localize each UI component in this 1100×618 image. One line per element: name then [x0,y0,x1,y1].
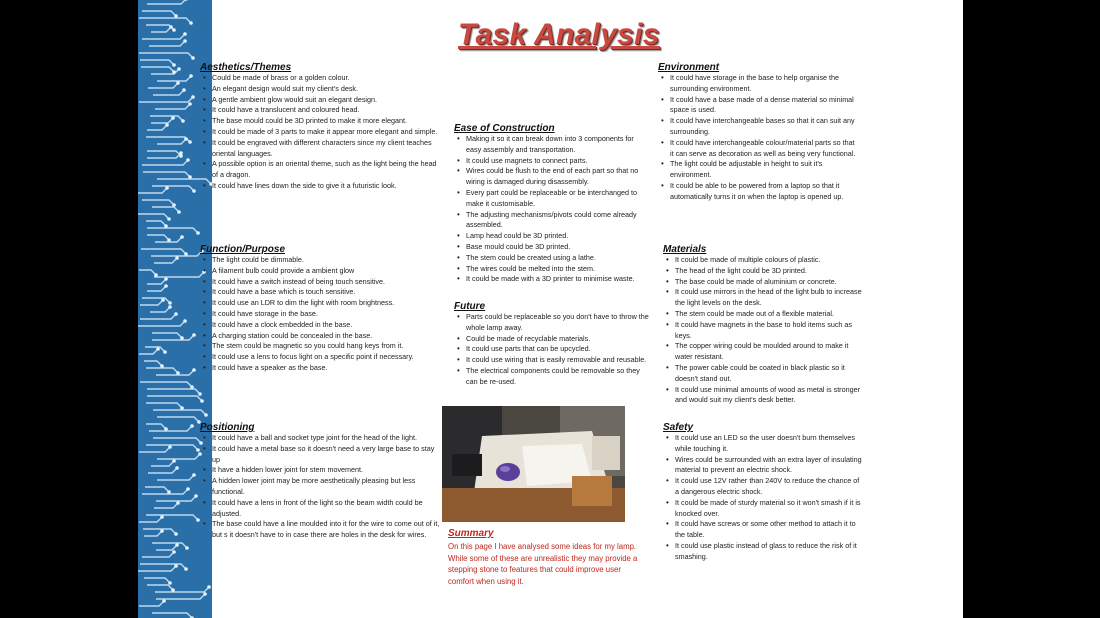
list-item: • The base could be made of aluminium or concrete. [675,277,863,288]
list-item: • It could have a base which is touch sensitive. [212,287,440,298]
summary-section [448,528,638,587]
list-item: • It could use an LED so the user doesn't burn themselves while touching it. [675,433,863,455]
safety-section [663,422,863,563]
summary-text: On this page I have analysed some ideas for my lamp. While some of these are unrealistic they may provide a stepping stone to features that could improve user comfort when using it. [448,542,638,586]
list-item: • It could have interchangeable colour/material parts so that it can serve as decoration as well as being very functional. [670,138,858,160]
materials-list [663,255,863,406]
list-item: • It could be engraved with different characters since my client teaches oriental languages. [212,138,440,160]
function-heading: Function/Purpose [200,244,285,255]
slide [138,0,963,618]
list-item: • It could use an LDR to dim the light with room brightness. [212,298,440,309]
list-item: • Could be made of recyclable materials. [466,334,650,345]
list-item: • Parts could be replaceable so you don't have to throw the whole lamp away. [466,312,650,334]
list-item: • The head of the light could be 3D printed. [675,266,863,277]
list-item: • The base mould could be 3D printed to make it more elegant. [212,116,440,127]
list-item: • It could have interchangeable bases so that it can suit any surrounding. [670,116,858,138]
list-item: • Every part could be replaceable or be interchanged to make it customisable. [466,188,650,210]
list-item: • It could use parts that can be upcycled. [466,344,650,355]
materials-section [663,244,863,406]
list-item: • It could have a base made of a dense material so minimal space is used. [670,95,858,117]
list-item: • It could use 12V rather than 240V to reduce the chance of a dangerous electric shock. [675,476,863,498]
list-item: • It could have a clock embedded in the base. [212,320,440,331]
safety-list [663,433,863,563]
function-list [200,255,440,374]
list-item: • It could use wiring that is easily removable and reusable. [466,355,650,366]
future-section [454,301,650,388]
aesthetics-section [200,62,440,192]
list-item: • It could have lines down the side to give it a futuristic look. [212,181,440,192]
list-item: • It could be made of multiple colours of plastic. [675,255,863,266]
list-item: • Base mould could be 3D printed. [466,242,650,253]
list-item: • A possible option is an oriental theme, such as the light being the head of a dragon. [212,159,440,181]
list-item: • It could use magnets to connect parts. [466,156,650,167]
future-heading: Future [454,301,486,312]
list-item: • Lamp head could be 3D printed. [466,231,650,242]
list-item: • It could use a lens to focus light on a specific point if necessary. [212,352,440,363]
materials-heading: Materials [663,244,707,255]
list-item: • It could be able to be powered from a laptop so that it automatically turns it on when the laptop is opened up. [670,181,858,203]
list-item: • It could have a metal base so it doesn't need a very large base to stay up [212,444,440,466]
function-section [200,244,440,374]
list-item: • The stem could be magnetic so you could hang keys from it. [212,341,440,352]
positioning-section [200,422,440,541]
list-item: • The copper wiring could be moulded around to make it water resistant. [675,341,863,363]
positioning-heading: Positioning [200,422,255,433]
list-item: • A gentle ambient glow would suit an elegant design. [212,95,440,106]
list-item: • The light could be dimmable. [212,255,440,266]
list-item: • It could use mirrors in the head of the light bulb to increase the light levels on the desk. [675,287,863,309]
list-item: • It could have a ball and socket type joint for the head of the light. [212,433,440,444]
list-item: • Making it so it can break down into 3 components for easy assembly and transportation. [466,134,650,156]
list-item: • The wires could be melted into the stem. [466,264,650,275]
list-item: • It have a hidden lower joint for stem movement. [212,465,440,476]
list-item: • The light could be adjustable in height to suit it's environment. [670,159,858,181]
list-item: • It could be made with a 3D printer to minimise waste. [466,274,650,285]
aesthetics-heading: Aesthetics/Themes [200,62,292,73]
environment-heading: Environment [658,62,720,73]
aesthetics-list [200,73,440,192]
list-item: • It could use minimal amounts of wood as metal is stronger and would suit my client's desk better. [675,385,863,407]
positioning-list [200,433,440,541]
list-item: • It could have magnets in the base to hold items such as keys. [675,320,863,342]
list-item: • The stem could be made out of a flexible material. [675,309,863,320]
list-item: • The base could have a line moulded into it for the wire to come out of it, but s it doesn't have to in case there are holes in the desk for wires. [212,519,440,541]
construction-list [454,134,650,285]
list-item: • It could use plastic instead of glass to reduce the risk of it smashing. [675,541,863,563]
list-item: • Could be made of brass or a golden colour. [212,73,440,84]
list-item: • It could have a translucent and coloured head. [212,105,440,116]
list-item: • It could have a switch instead of being touch sensitive. [212,277,440,288]
summary-heading: Summary [448,528,494,539]
page-title: Task Analysis [458,18,660,51]
list-item: • Wires could be surrounded with an extra layer of insulating material to prevent an electric shock. [675,455,863,477]
list-item: • It could be made of sturdy material so it won't smash if it is knocked over. [675,498,863,520]
list-item: • A hidden lower joint may be more aesthetically pleasing but less functional. [212,476,440,498]
safety-heading: Safety [663,422,694,433]
list-item: • A filament bulb could provide a ambient glow [212,266,440,277]
list-item: • It could have a lens in front of the light so the beam width could be adjusted. [212,498,440,520]
construction-section [454,123,650,285]
list-item: • The stem could be created using a lathe. [466,253,650,264]
list-item: • It could have storage in the base. [212,309,440,320]
list-item: • The power cable could be coated in black plastic so it doesn't stand out. [675,363,863,385]
list-item: • A charging station could be concealed in the base. [212,331,440,342]
list-item: • It could be made of 3 parts to make it appear more elegant and simple. [212,127,440,138]
construction-heading: Ease of Construction [454,123,555,134]
list-item: • It could have storage in the base to help organise the surrounding environment. [670,73,858,95]
list-item: • The adjusting mechanisms/pivots could come already assembled. [466,210,650,232]
list-item: • Wires could be flush to the end of each part so that no wiring is damaged during disassembly. [466,166,650,188]
list-item: • It could have a speaker as the base. [212,363,440,374]
lamp-desk-photo [442,406,625,522]
future-list [454,312,650,388]
list-item: • It could have screws or some other method to attach it to the table. [675,519,863,541]
environment-list [658,73,858,203]
environment-section [658,62,858,203]
list-item: • The electrical components could be removable so they can be re-used. [466,366,650,388]
list-item: • An elegant design would suit my client's desk. [212,84,440,95]
